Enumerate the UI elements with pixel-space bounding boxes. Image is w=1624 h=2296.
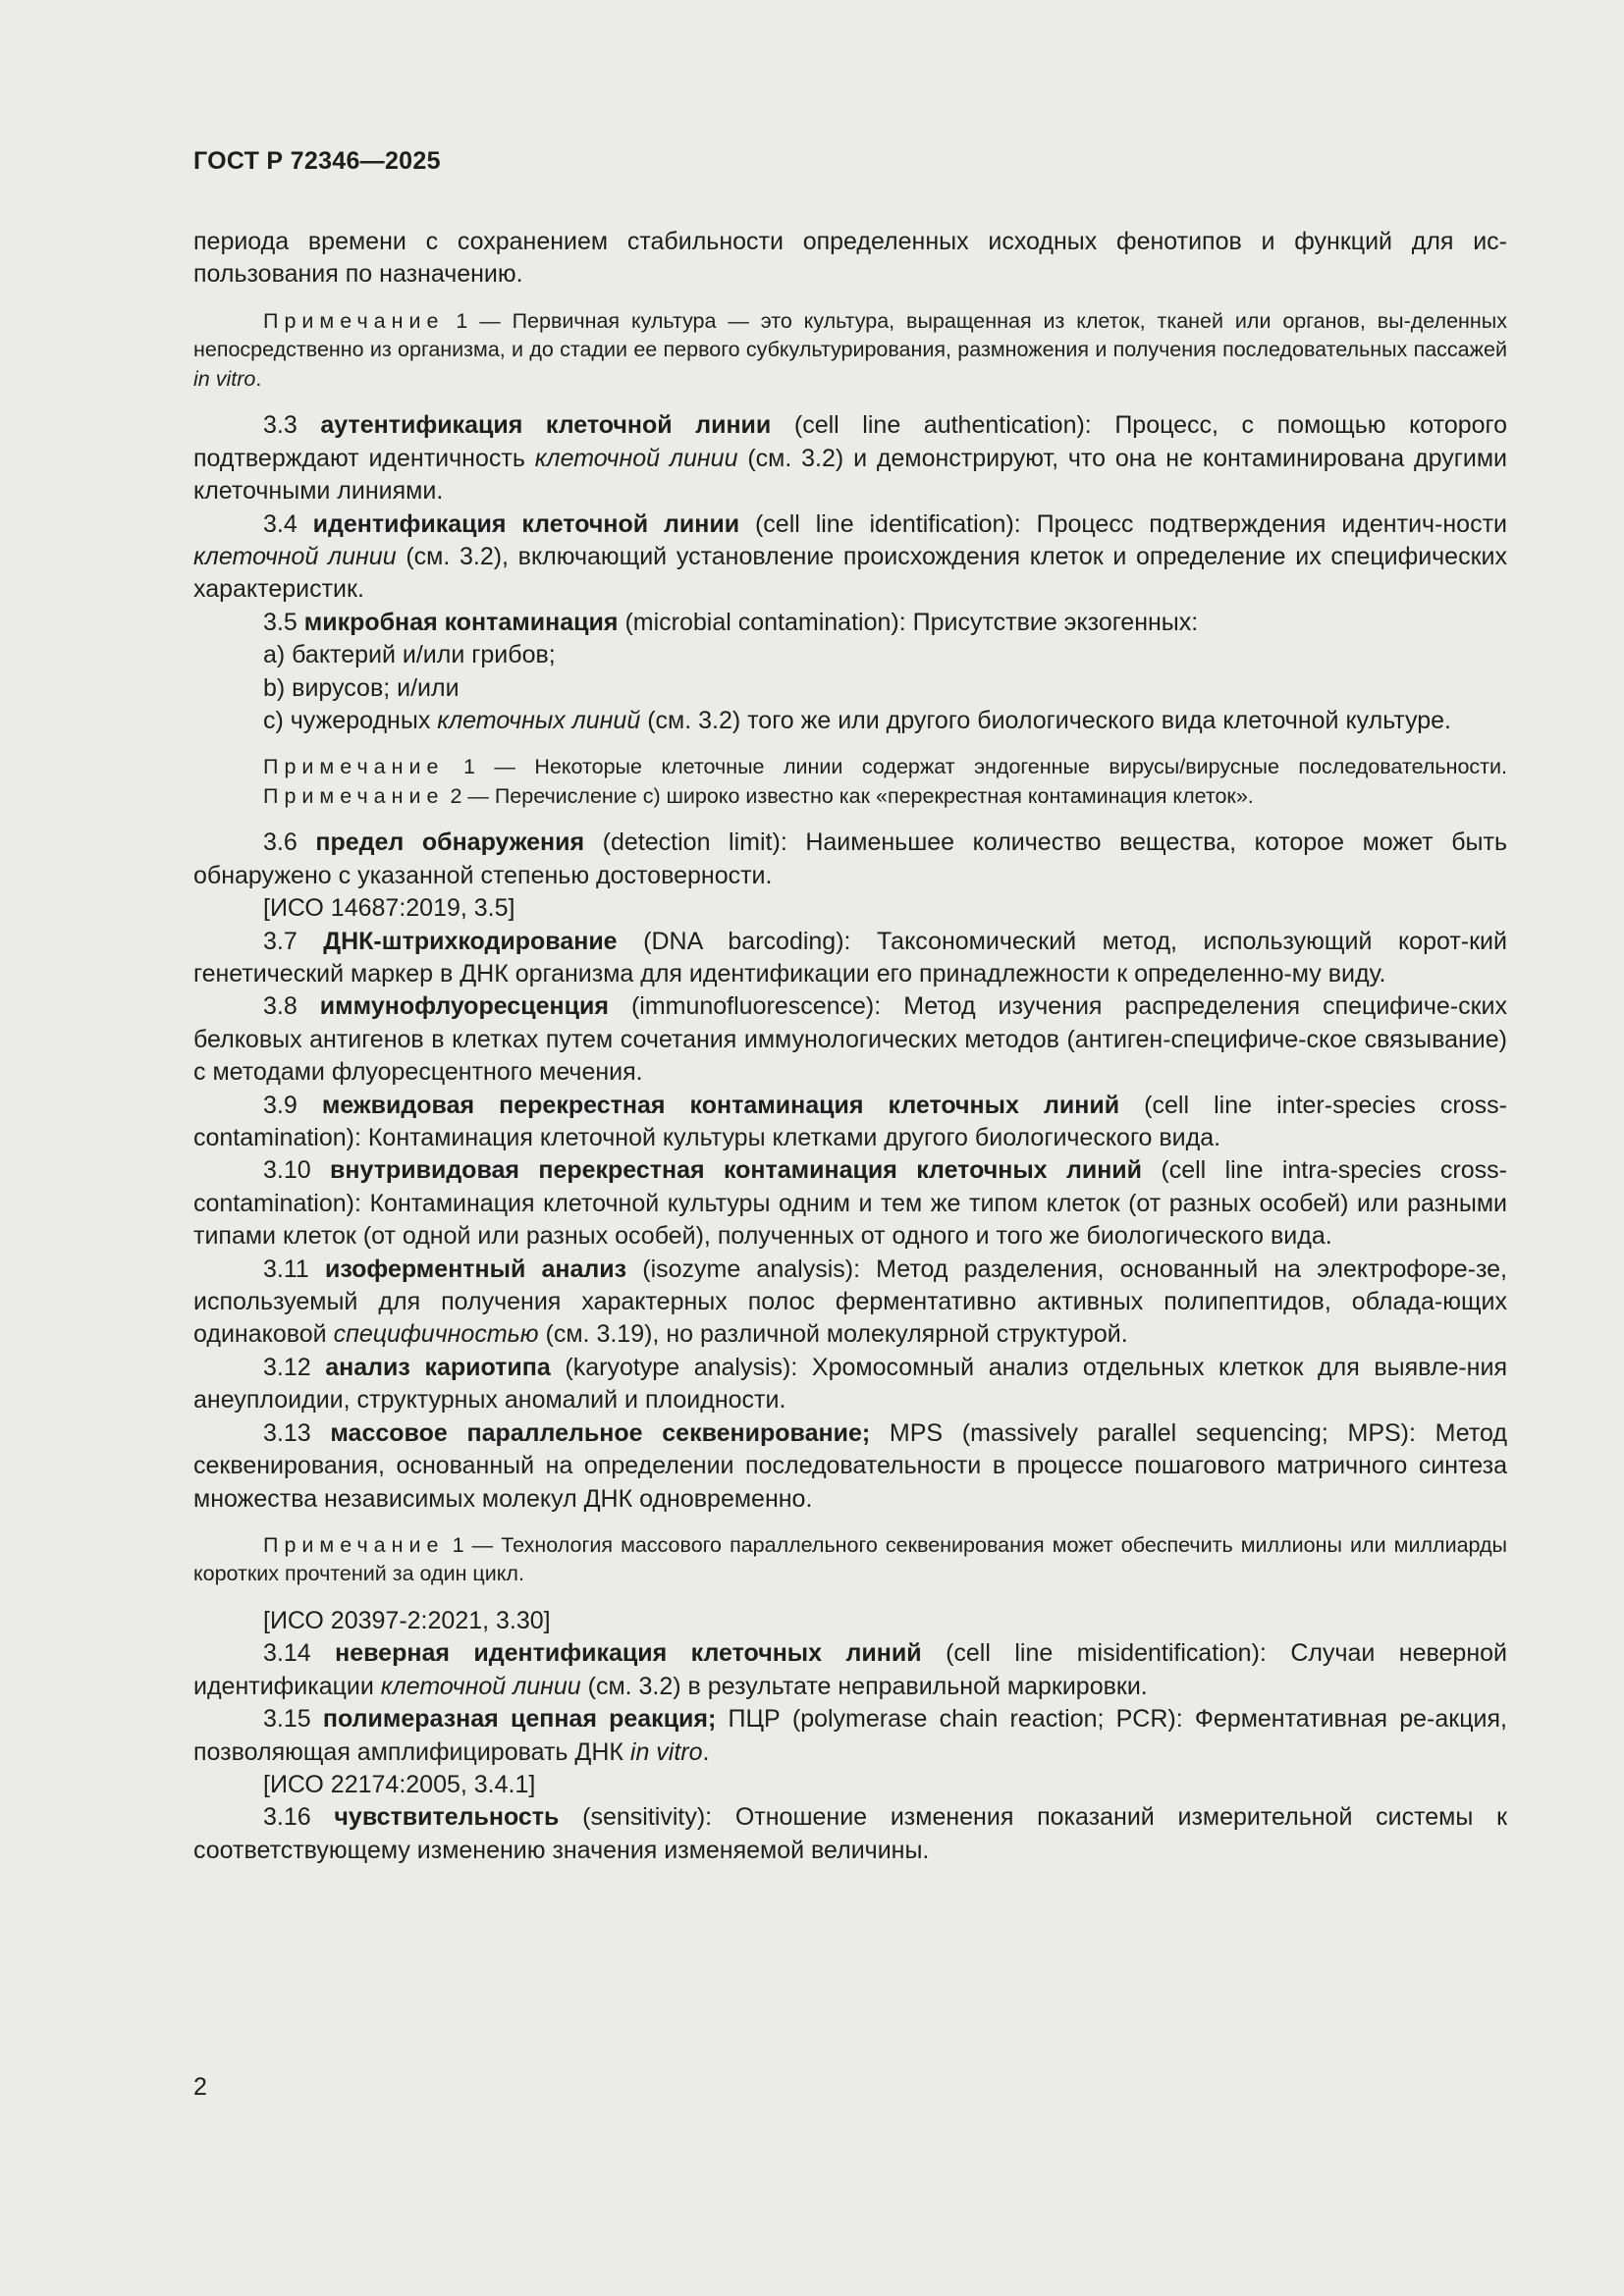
term-3-6: 3.6 предел обнаружения (detection limit): Наименьшее количество вещества, которое может быть обнаружено с указанной степенью достоверности. (193, 828, 1507, 889)
term-3-3: 3.3 аутентификация клеточной линии (cell line authentication): Процесс, с помощью которого подтверждают идентичность клеточной линии (см. 3.2) и демонстрируют, что она не контаминирована другими клеточными линиями. (193, 411, 1508, 506)
term-title: чувствительность (334, 1803, 560, 1832)
term-title: анализ кариотипа (325, 1353, 551, 1381)
list-item-a: a) бактерий и/или грибов; (263, 641, 556, 669)
note-3-13-1: Примечание 1 — Технология массового параллельного секвенирования может обеспечить миллионы или миллиарды коротких прочтений за один цикл. (193, 1532, 1507, 1586)
document-body (193, 226, 1507, 1867)
source-reference: [ИСО 22174:2005, 3.4.1] (263, 1770, 536, 1798)
note-label: Примечание (263, 755, 445, 779)
term-title: внутривидовая перекрестная контаминация клеточных линий (330, 1156, 1143, 1185)
term-3-5: 3.5 микробная контаминация (microbial contamination): Присутствие экзогенных: (263, 608, 1199, 636)
term-title: идентификация клеточной линии (312, 509, 740, 538)
term-title: предел обнаружения (315, 828, 585, 857)
term-3-4: 3.4 идентификация клеточной линии (cell line identification): Процесс подтверждения идентич-ности клеточной линии (см. 3.2), включающий установление происхождения клеток и определение их специфических характеристик. (193, 509, 1508, 604)
term-3-11: 3.11 изоферментный анализ (isozyme analysis): Метод разделения, основанный на электрофоре-зе, используемый для получения характерных полос ферментативно активных полипептидов, облада-ющих одинаковой специфичностью (см. 3.19), но различной молекулярной структурой. (193, 1255, 1508, 1349)
paragraph-continuation: периода времени с сохранением стабильности определенных исходных фенотипов и функций для ис-пользования по назначению. (193, 228, 1507, 289)
note-label: Примечание (263, 1532, 445, 1557)
term-3-13: 3.13 массовое параллельное секвенирование; MPS (massively parallel sequencing; MPS): Метод секвенирования, основанный на определении последовательности в процессе пошагового матричного синтеза множества независимых молекул ДНК одновременно. (193, 1418, 1507, 1513)
term-3-9: 3.9 межвидовая перекрестная контаминация клеточных линий (cell line inter-species cross-contamination): Контаминация клеточной культуры клетками другого биологического вида. (193, 1091, 1507, 1152)
source-reference: [ИСО 20397-2:2021, 3.30] (263, 1606, 551, 1634)
term-title: ДНК-штрихкодирование (323, 927, 618, 955)
term-3-15: 3.15 полимеразная цепная реакция; ПЦР (polymerase chain reaction; PCR): Ферментативная ре-акция, позволяющая амплифицировать ДНК in vitro. (193, 1705, 1507, 1766)
note-3-5-1: Примечание 1 — Некоторые клеточные линии содержат эндогенные вирусы/вирусные последовательности. (263, 755, 1507, 779)
term-title: неверная идентификация клеточных линий (335, 1639, 922, 1668)
term-3-14: 3.14 неверная идентификация клеточных линий (cell line misidentification): Случаи неверной идентификации клеточной линии (см. 3.2) в результате неправильной маркировки. (193, 1639, 1507, 1700)
term-title: изоферментный анализ (324, 1255, 627, 1283)
page-number: 2 (193, 2073, 207, 2101)
term-3-16: 3.16 чувствительность (sensitivity): Отношение изменения показаний измерительной системы к соответствующему изменению значения изменяемой величины. (193, 1803, 1508, 1864)
list-item-c: c) чужеродных клеточных линий (см. 3.2) того же или другого биологического вида клеточной культуре. (263, 706, 1451, 734)
term-title: микробная контаминация (303, 608, 619, 636)
term-title: межвидовая перекрестная контаминация клеточных линий (321, 1091, 1120, 1119)
note-label: Примечание (263, 308, 445, 333)
doc-header-code: ГОСТ Р 72346—2025 (193, 147, 441, 175)
term-3-10: 3.10 внутривидовая перекрестная контаминация клеточных линий (cell line intra-species cross-contamination): Контаминация клеточной культуры одним и тем же типом клеток (от разных особей) или разными типами клеток (от одной или разных особей), полученных от одного и того же биологического вида. (193, 1156, 1507, 1251)
term-title: полимеразная цепная реакция; (322, 1705, 717, 1734)
term-title: массовое параллельное секвенирование; (330, 1418, 871, 1447)
term-title: аутентификация клеточной линии (320, 411, 772, 440)
source-reference: [ИСО 14687:2019, 3.5] (263, 894, 515, 923)
note-label: Примечание (263, 783, 445, 808)
term-3-12: 3.12 анализ кариотипа (karyotype analysis): Хромосомный анализ отдельных клеткок для выявле-ния анеуплоидии, структурных аномалий и плоидности. (193, 1353, 1507, 1415)
term-title: иммунофлуоресценция (319, 992, 609, 1021)
term-3-7: 3.7 ДНК-штрихкодирование (DNA barcoding): Таксономический метод, использующий корот-кий генетический маркер в ДНК организма для идентификации его принадлежности к определенно-му виду. (193, 927, 1507, 988)
term-3-8: 3.8 иммунофлуоресценция (immunofluorescence): Метод изучения распределения специфиче-ских белковых антигенов в клетках путем сочетания иммунологических методов (антиген-специфиче-ское связывание) с методами флуоресцентного мечения. (193, 992, 1507, 1087)
note-3-5-2: Примечание 2 — Перечисление с) широко известно как «перекрестная контаминация клеток». (263, 783, 1254, 808)
note-3-2-1: Примечание 1 — Первичная культура — это культура, выращенная из клеток, тканей или органов, вы-деленных непосредственно из организма, и до стадии ее первого субкультурирования, размножения и получения последовательных пассажей in vitro. (193, 308, 1507, 391)
list-item-b: b) вирусов; и/или (263, 673, 460, 702)
